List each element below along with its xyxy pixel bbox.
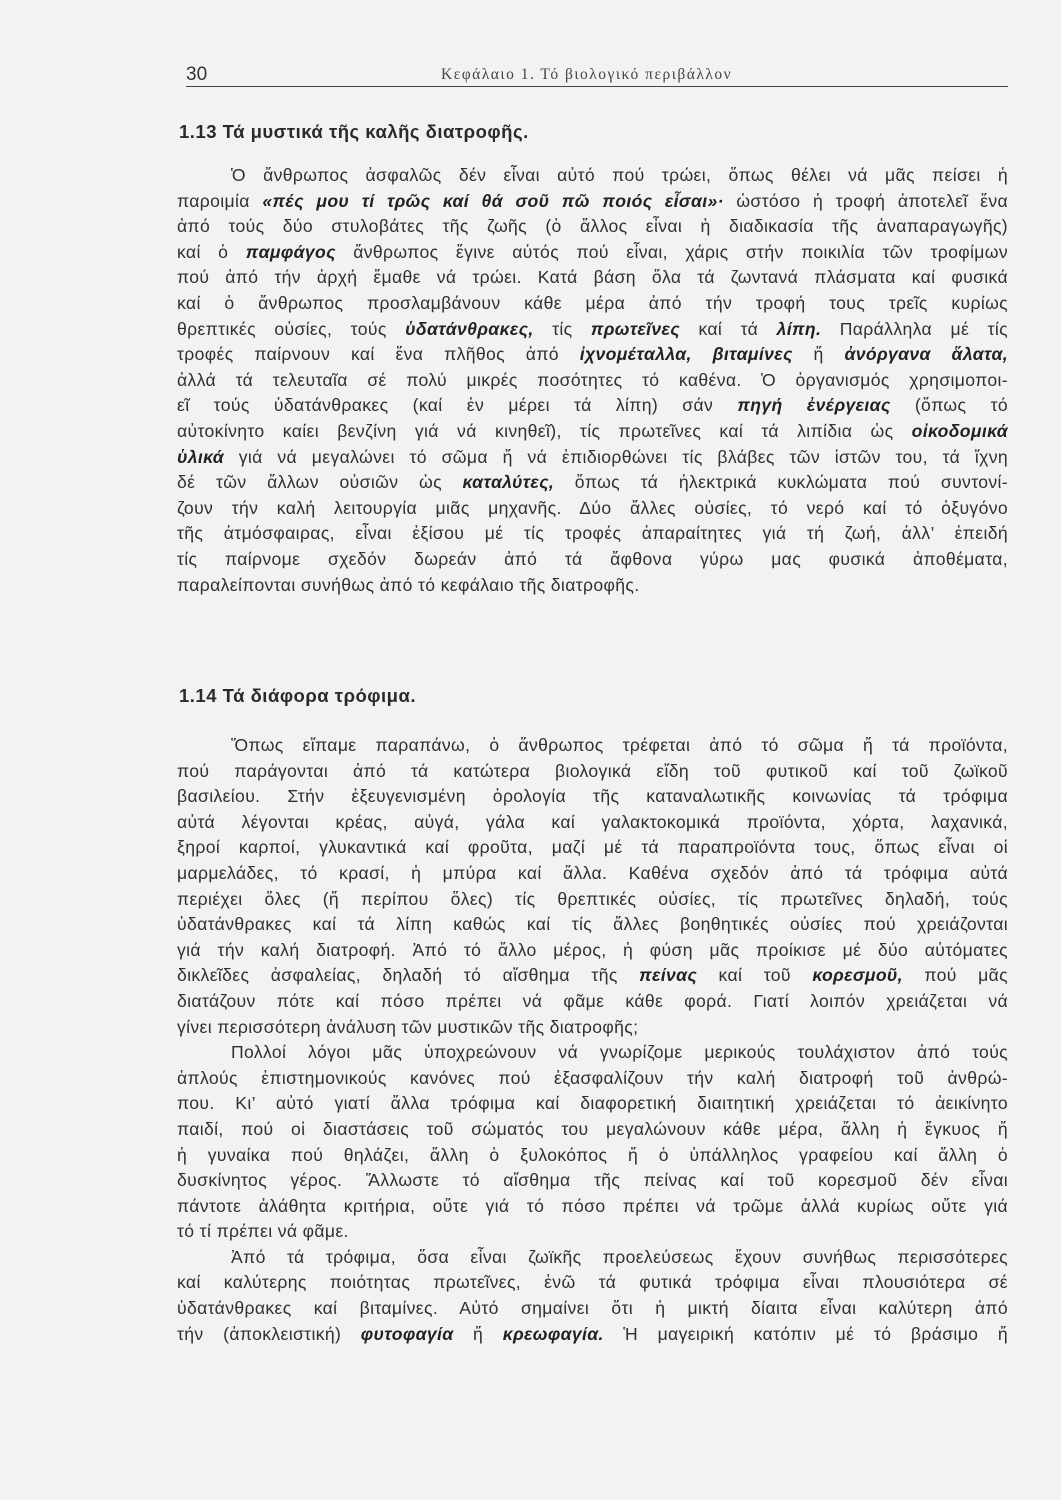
text-line: εῖ τούς ὑδατάνθρακες (καί ἐν μέρει τά λίπη) σάν πηγή ἐνέργειας (ὅπως τό [177,395,1008,416]
text-line: τίς παίρνομε σχεδόν δωρεάν ἀπό τά ἄφθονα γύρω μας φυσικά ἀποθέματα, [177,548,1008,569]
text-line: δέ τῶν ἄλλων οὐσιῶν ὡς καταλύτες, ὅπως τά ἠλεκτρικά κυκλώματα πού συντονί- [177,472,1008,493]
text-line: βασιλείου. Στήν ἐξευγενισμένη ὁρολογία τῆς καταναλωτικῆς κοινωνίας τά τρόφιμα [177,786,1008,807]
section-1-14-body [177,733,1008,1347]
emphasized-term: φυτοφαγία [360,1323,454,1344]
text-line: τροφές παίρνουν καί ἕνα πλῆθος ἀπό ἰχνομέταλλα, βιταμίνες ἤ ἀνόργανα ἅλατα, [177,344,1008,365]
emphasized-term: ὑδατάνθρακες, [405,318,534,339]
section-heading-1-13: 1.13 Τά μυστικά τῆς καλῆς διατροφῆς. [179,121,529,142]
text-line: πού ἀπό τήν ἀρχή ἔμαθε νά τρώει. Κατά βάση ὅλα τά ζωντανά πλάσματα καί φυσικά [177,267,1008,288]
text-line: ἡ γυναίκα πού θηλάζει, ἄλλη ὁ ξυλοκόπος ἤ ὁ ὑπάλληλος γραφείου καί ἄλλη ὁ [177,1144,1008,1165]
text-line: Ὁ ἄνθρωπος ἀσφαλῶς δέν εἶναι αὐτό πού τρώει, ὅπως θέλει νά μᾶς πείσει ἡ [231,165,1008,185]
text-line: τῆς ἀτμόσφαιρας, εἶναι ἐξίσου μέ τίς τροφές ἀπαραίτητες γιά τή ζωή, ἀλλ’ ἐπειδή [177,523,1008,544]
text-line: παραλείπονται συνήθως ἀπό τό κεφάλαιο τῆς διατροφῆς. [177,574,640,595]
page-header [186,62,1008,87]
text-line: ἀπό τούς δύο στυλοβάτες τῆς ζωῆς (ὁ ἄλλος εἶναι ἡ διαδικασία τῆς ἀναπαραγωγῆς) [177,216,1008,237]
emphasized-term: ἰχνομέταλλα, βιταμίνες [579,344,793,365]
text-line: ὑδατάνθρακες καί βιταμίνες. Αὐτό σημαίνει ὅτι ἡ μικτή δίαιτα εἶναι καλύτερη ἀπό [177,1298,1008,1319]
emphasized-term: ἀνόργανα ἅλατα, [844,344,1008,365]
text-line: Ἀπό τά τρόφιμα, ὅσα εἶναι ζωϊκῆς προελεύσεως ἔχουν συνήθως περισσότερες [231,1246,1008,1267]
text-line: παιδί, πού οἱ διαστάσεις τοῦ σώματός του μεγαλώνουν κάθε μέρα, ἄλλη ἡ ἔγκυος ἤ [177,1118,1008,1139]
emphasized-term: λίπη. [776,318,822,339]
text-line: γιά τήν καλή διατροφή. Ἀπό τό ἄλλο μέρος, ἡ φύση μᾶς προίκισε μέ δύο αὐτόματες [177,939,1008,960]
section-1-13-body [177,163,1008,598]
emphasized-term: κρεωφαγία. [502,1323,604,1344]
text-line: καί ὁ παμφάγος ἄνθρωπος ἔγινε αὐτός πού εἶναι, χάρις στήν ποικιλία τῶν τροφίμων [177,241,1009,262]
text-line: αὐτοκίνητο καίει βενζίνη γιά νά κινηθεῖ), τίς πρωτεῖνες καί τά λιπίδια ὡς οἰκοδομικά [177,420,1008,441]
text-line: ὑδατάνθρακες καί τά λίπη καθώς καί τίς ἄλλες βοηθητικές οὐσίες πού χρειάζονται [177,914,1008,935]
text-line: ξηροί καρποί, γλυκαντικά καί φροῦτα, μαζί μέ τά παραπροϊόντα τους, ὅπως εἶναι οἱ [177,837,1008,858]
text-line: πάντοτε ἀλάθητα κριτήρια, οὔτε γιά τό πόσο πρέπει νά τρῶμε ἀλλά κυρίως οὔτε γιά [177,1195,1008,1216]
emphasized-term: πηγή ἐνέργειας [737,395,891,416]
text-line: Πολλοί λόγοι μᾶς ὑποχρεώνουν νά γνωρίζομε μερικούς τουλάχιστον ἀπό τούς [231,1042,1008,1063]
text-line: αὐτά λέγονται κρέας, αὐγά, γάλα καί γαλακτοκομικά προϊόντα, χόρτα, λαχανικά, [177,811,1008,832]
text-line: δικλεῖδες ἀσφαλείας, δηλαδή τό αἴσθημα τῆς πείνας καί τοῦ κορεσμοῦ, πού μᾶς [177,965,1008,986]
emphasized-term: ὑλικά [177,446,225,467]
text-line: μαρμελάδες, τό κρασί, ἡ μπύρα καί ἄλλα. Καθένα σχεδόν ἀπό τά τρόφιμα αὐτά [177,862,1008,883]
text-line: παροιμία «πές μου τί τρῶς καί θά σοῦ πῶ ποιός εἶσαι»· ὡστόσο ἡ τροφή ἀποτελεῖ ἕνα [177,190,1008,211]
emphasized-term: παμφάγος [245,241,336,262]
text-line: ὑλικά γιά νά μεγαλώνει τό σῶμα ἤ νά ἐπιδιορθώνει τίς βλάβες τῶν ἱστῶν του, τά ἴχνη [177,446,1008,467]
page-number: 30 [186,64,208,85]
text-line: καί καλύτερης ποιότητας πρωτεῖνες, ἐνῶ τά φυτικά τρόφιμα εἶναι πλουσιότερα σέ [177,1272,1008,1293]
text-line: Ὅπως εἴπαμε παραπάνω, ὁ ἄνθρωπος τρέφεται ἀπό τό σῶμα ἤ τά προϊόντα, [231,735,1008,755]
emphasized-term: οἰκοδομικά [911,420,1008,441]
running-title: Κεφάλαιο 1. Τό βιολογικό περιβάλλον [441,66,733,83]
text-line: δυσκίνητος γέρος. Ἄλλωστε τό αἴσθημα τῆς πείνας καί τοῦ κορεσμοῦ δέν εἶναι [177,1170,1008,1191]
emphasized-term: κορεσμοῦ, [812,965,903,986]
text-line: ἁπλούς ἐπιστημονικούς κανόνες πού ἐξασφαλίζουν τήν καλή διατροφή τοῦ ἀνθρώ- [177,1067,1008,1088]
emphasized-term: καταλύτες, [462,472,555,493]
text-line: ἀλλά τά τελευταῖα σέ πολύ μικρές ποσότητες τό καθένα. Ὁ ὀργανισμός χρησιμοποι- [177,369,1008,390]
emphasized-term: «πές μου τί τρῶς καί θά σοῦ πῶ ποιός εἶσαι»· [262,190,724,211]
text-line: διατάζουν πότε καί πόσο πρέπει νά φᾶμε κάθε φορά. Γιατί λοιπόν χρειάζεται νά [177,990,1008,1011]
text-line: τό τί πρέπει νά φᾶμε. [177,1221,349,1242]
text-line: ζουν τήν καλή λειτουργία μιᾶς μηχανῆς. Δύο ἄλλες οὐσίες, τό νερό καί τό ὀξυγόνο [177,497,1008,518]
text-line: πού παράγονται ἀπό τά κατώτερα βιολογικά εἴδη τοῦ φυτικοῦ καί τοῦ ζωϊκοῦ [177,760,1008,781]
text-line: καί ὁ ἄνθρωπος προσλαμβάνουν κάθε μέρα ἀπό τήν τροφή τους τρεῖς κυρίως [177,292,1008,313]
text-line: θρεπτικές οὐσίες, τούς ὑδατάνθρακες, τίς πρωτεῖνες καί τά λίπη. Παράλληλα μέ τίς [177,318,1008,339]
emphasized-term: πείνας [639,965,698,986]
text-line: που. Κι’ αὐτό γιατί ἄλλα τρόφιμα καί διαφορετική διαιτητική χρειάζεται τό ἀεικίνητο [177,1093,1008,1114]
text-line: τήν (ἀποκλειστική) φυτοφαγία ἤ κρεωφαγία. Ἡ μαγειρική κατόπιν μέ τό βράσιμο ἤ [177,1323,1008,1344]
text-line: γίνει περισσότερη ἀνάλυση τῶν μυστικῶν τῆς διατροφῆς; [177,1016,639,1037]
text-line: περιέχει ὅλες (ἤ περίπου ὅλες) τίς θρεπτικές οὐσίες, τίς πρωτεῖνες δηλαδή, τούς [177,888,1008,909]
emphasized-term: πρωτεῖνες [590,318,680,339]
section-heading-1-14: 1.14 Τά διάφορα τρόφιμα. [179,685,417,706]
